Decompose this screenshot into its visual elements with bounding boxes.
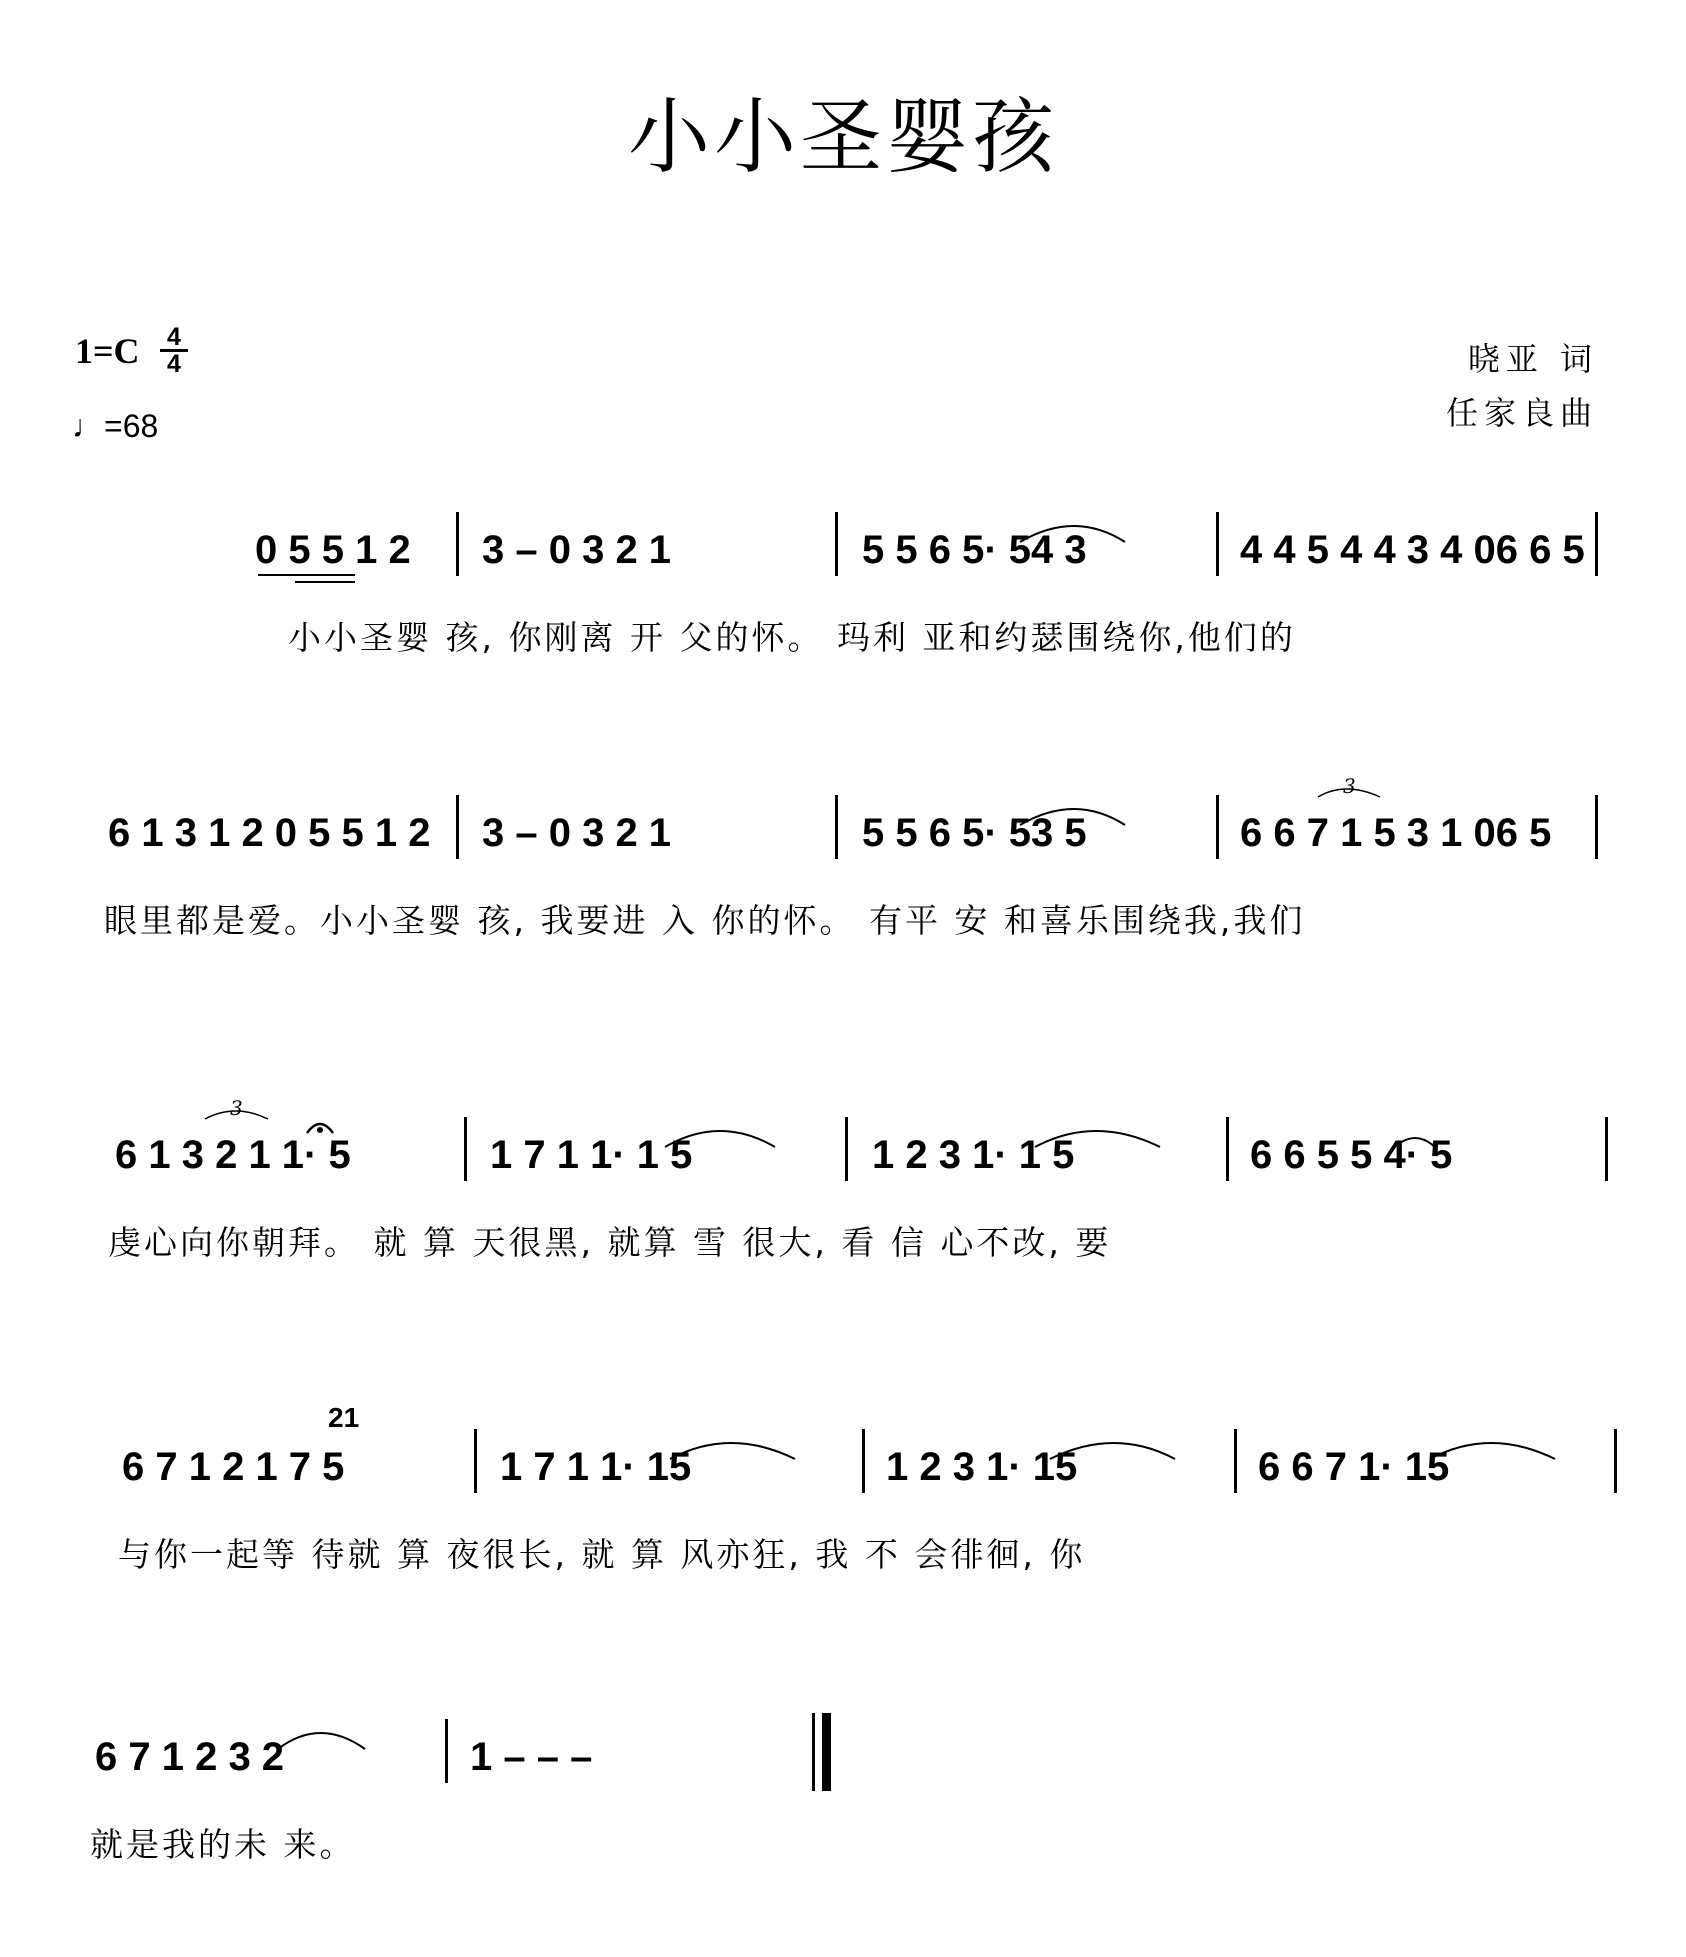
- triplet-mark: 3: [1343, 774, 1356, 798]
- song-title: 小小圣婴孩: [627, 90, 1058, 185]
- measure-1-1: 0 5 5 1 2: [255, 528, 411, 572]
- lyrics-line-4: 与你一起等 待就 算 夜很长, 就 算 风亦狂, 我 不 会徘徊, 你: [118, 1535, 1086, 1574]
- slur: [278, 1733, 365, 1749]
- tempo-value: =68: [104, 408, 159, 444]
- slur: [1035, 1131, 1160, 1147]
- measure-5-2: 1 – – –: [470, 1735, 593, 1779]
- composer-credit: 任家良曲: [1445, 394, 1598, 432]
- score-system-3: [0, 1096, 1686, 1355]
- score-system-1: [0, 520, 1686, 750]
- measure-2-3: 5 5 6 5· 53 5: [862, 811, 1087, 855]
- key-signature: 1=C: [75, 331, 140, 371]
- time-signature-unit: 4: [167, 350, 181, 378]
- tempo-marking: [72, 408, 158, 445]
- measure-1-4: 4 4 5 4 4 3 4 06 6 5: [1240, 528, 1585, 572]
- measure-4-4: 6 6 7 1· 15: [1258, 1445, 1450, 1489]
- measure-2-2: 3 – 0 3 2 1: [482, 811, 672, 855]
- measure-3-4: 6 6 5 5 4· 5: [1250, 1133, 1453, 1177]
- measure-2-4: 6 6 7 1 5 3 1 06 5: [1240, 811, 1552, 855]
- score-system-5: [0, 1727, 1686, 1957]
- triplet-mark: 3: [230, 1096, 243, 1120]
- lyrics-line-2: 眼里都是爱。小小圣婴 孩, 我要进 入 你的怀。 有平 安 和喜乐围绕我,我们: [104, 901, 1306, 940]
- time-signature-beats: 4: [167, 323, 181, 351]
- measure-2-1: 6 1 3 1 2 0 5 5 1 2: [108, 811, 431, 855]
- measure-1-2: 3 – 0 3 2 1: [482, 528, 672, 572]
- measure-3-2: 1 7 1 1· 1 5: [490, 1133, 693, 1177]
- grace-notes: 21: [328, 1402, 360, 1433]
- measure-4-3: 1 2 3 1· 15: [886, 1445, 1078, 1489]
- measure-1-3: 5 5 6 5· 54 3: [862, 528, 1087, 572]
- measure-4-1: 6 7 1 2 1 7 5: [122, 1445, 345, 1489]
- slur: [665, 1131, 775, 1147]
- measure-3-3: 1 2 3 1· 1 5: [872, 1133, 1075, 1177]
- measure-3-1: 6 1 3 2 1 1· 5: [115, 1133, 351, 1177]
- lyrics-line-5: 就是我的未 来。: [90, 1825, 356, 1864]
- lyricist-credit: 晓亚 词: [1467, 340, 1598, 378]
- score-system-4: [0, 1402, 1686, 1667]
- quarter-note-icon: ♩: [72, 408, 104, 444]
- fermata-dot: [317, 1127, 323, 1133]
- slur: [670, 1443, 795, 1459]
- score-system-2: [0, 774, 1686, 1033]
- slur: [1020, 809, 1125, 825]
- lyrics-line-1: 小小圣婴 孩, 你刚离 开 父的怀。 玛利 亚和约瑟围绕你,他们的: [288, 618, 1296, 657]
- measure-4-2: 1 7 1 1· 15: [500, 1445, 692, 1489]
- slur: [1050, 1443, 1175, 1459]
- time-signature: [160, 323, 188, 378]
- slur: [1395, 1138, 1435, 1147]
- measure-5-1: 6 7 1 2 3 2: [95, 1735, 285, 1779]
- slur: [1020, 526, 1125, 542]
- slur: [1430, 1443, 1555, 1459]
- lyrics-line-3: 虔心向你朝拜。 就 算 天很黑, 就算 雪 很大, 看 信 心不改, 要: [108, 1223, 1112, 1262]
